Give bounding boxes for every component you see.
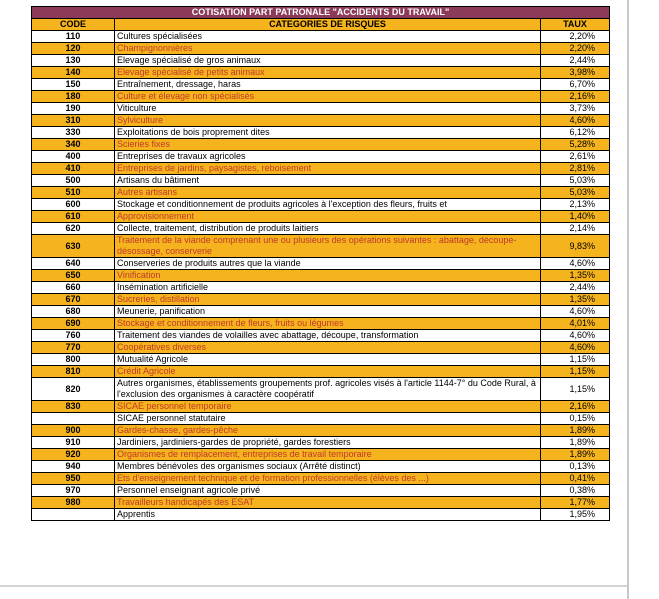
row-code: 190 — [32, 103, 115, 115]
row-rate: 1,95% — [541, 509, 610, 521]
row-code: 760 — [32, 330, 115, 342]
row-rate: 4,60% — [541, 115, 610, 127]
row-code: 920 — [32, 449, 115, 461]
row-category: SICAE personnel temporaire — [115, 401, 541, 413]
table-row — [32, 187, 610, 199]
header-rate: TAUX — [541, 19, 610, 31]
row-category: Traitement de la viande comprenant une ou plusieurs des opérations suivantes : abattage, découpe-désossage, conserverie — [115, 235, 541, 258]
table-row — [32, 461, 610, 473]
row-rate: 3,98% — [541, 67, 610, 79]
row-code: 820 — [32, 378, 115, 401]
row-category: Travailleurs handicapés des ESAT — [115, 497, 541, 509]
row-rate: 4,60% — [541, 306, 610, 318]
row-rate: 5,03% — [541, 187, 610, 199]
row-code: 180 — [32, 91, 115, 103]
row-category: Crédit Agricole — [115, 366, 541, 378]
row-category: Culture et élevage non spécialisés — [115, 91, 541, 103]
row-code: 510 — [32, 187, 115, 199]
row-code: 660 — [32, 282, 115, 294]
row-code: 950 — [32, 473, 115, 485]
table-row — [32, 91, 610, 103]
row-rate: 2,81% — [541, 163, 610, 175]
row-rate: 5,03% — [541, 175, 610, 187]
row-rate: 2,14% — [541, 223, 610, 235]
row-rate: 1,89% — [541, 449, 610, 461]
table-row — [32, 437, 610, 449]
row-rate: 2,44% — [541, 55, 610, 67]
row-category: Jardiniers, jardiniers-gardes de propriété, gardes forestiers — [115, 437, 541, 449]
row-category: Exploitations de bois proprement dites — [115, 127, 541, 139]
row-rate: 2,13% — [541, 199, 610, 211]
row-code: 900 — [32, 425, 115, 437]
row-category: Ets d'enseignement technique et de formation professionnelles (élèves des ...) — [115, 473, 541, 485]
row-category: Entreprises de jardins, paysagistes, reboisement — [115, 163, 541, 175]
table-row — [32, 127, 610, 139]
row-category: Elevage spécialisé de petits animaux — [115, 67, 541, 79]
page-edge-bottom — [0, 585, 627, 587]
row-rate: 2,16% — [541, 401, 610, 413]
row-category: Traitement des viandes de volailles avec abattage, découpe, transformation — [115, 330, 541, 342]
row-code — [32, 413, 115, 425]
table-row — [32, 67, 610, 79]
row-code: 800 — [32, 354, 115, 366]
row-category: Scieries fixes — [115, 139, 541, 151]
row-code: 640 — [32, 258, 115, 270]
row-rate: 6,70% — [541, 79, 610, 91]
table-row — [32, 378, 610, 401]
table-row — [32, 139, 610, 151]
row-code: 630 — [32, 235, 115, 258]
table-row — [32, 485, 610, 497]
table-row — [32, 425, 610, 437]
header-category: CATEGORIES DE RISQUES — [115, 19, 541, 31]
row-rate: 1,15% — [541, 378, 610, 401]
table-row — [32, 413, 610, 425]
row-rate: 3,73% — [541, 103, 610, 115]
row-rate: 1,40% — [541, 211, 610, 223]
row-category: Champignonnières — [115, 43, 541, 55]
cotisation-table — [31, 6, 610, 521]
table-header-row — [32, 19, 610, 31]
row-code: 120 — [32, 43, 115, 55]
table-row — [32, 115, 610, 127]
table-row — [32, 79, 610, 91]
table-row — [32, 223, 610, 235]
table-row — [32, 235, 610, 258]
row-code: 620 — [32, 223, 115, 235]
row-category: Gardes-chasse, gardes-pêche — [115, 425, 541, 437]
row-category: Organismes de remplacement, entreprises de travail temporaire — [115, 449, 541, 461]
row-category: Entraînement, dressage, haras — [115, 79, 541, 91]
table-row — [32, 318, 610, 330]
row-code: 980 — [32, 497, 115, 509]
row-rate: 0,13% — [541, 461, 610, 473]
row-code: 330 — [32, 127, 115, 139]
row-category: Cultures spécialisées — [115, 31, 541, 43]
table-row — [32, 449, 610, 461]
row-code: 970 — [32, 485, 115, 497]
table-row — [32, 509, 610, 521]
table-row — [32, 342, 610, 354]
table-title: COTISATION PART PATRONALE "ACCIDENTS DU TRAVAIL" — [32, 7, 610, 19]
row-rate: 2,20% — [541, 43, 610, 55]
table-row — [32, 211, 610, 223]
row-rate: 1,89% — [541, 437, 610, 449]
table-row — [32, 270, 610, 282]
row-category: Meunerie, panification — [115, 306, 541, 318]
table-row — [32, 175, 610, 187]
row-rate: 2,61% — [541, 151, 610, 163]
table-row — [32, 55, 610, 67]
row-code: 690 — [32, 318, 115, 330]
row-rate: 9,83% — [541, 235, 610, 258]
row-rate: 0,41% — [541, 473, 610, 485]
row-category: Entreprises de travaux agricoles — [115, 151, 541, 163]
row-code: 810 — [32, 366, 115, 378]
row-category: Mutualité Agricole — [115, 354, 541, 366]
table-row — [32, 163, 610, 175]
table-row — [32, 31, 610, 43]
header-code: CODE — [32, 19, 115, 31]
row-rate: 2,20% — [541, 31, 610, 43]
row-category: Sucreries, distillation — [115, 294, 541, 306]
row-code: 110 — [32, 31, 115, 43]
row-category: Autres organismes, établissements groupements prof. agricoles visés à l'article 1144-7° du Code Rural, à l'exclusion des organismes à caractère coopératif — [115, 378, 541, 401]
row-category: Artisans du bâtiment — [115, 175, 541, 187]
row-rate: 4,60% — [541, 258, 610, 270]
row-rate: 4,60% — [541, 330, 610, 342]
row-category: Stockage et conditionnement de fleurs, fruits ou légumes — [115, 318, 541, 330]
row-rate: 2,16% — [541, 91, 610, 103]
row-category: SICAE personnel statutaire — [115, 413, 541, 425]
row-category: Sylviculture — [115, 115, 541, 127]
table-row — [32, 294, 610, 306]
row-code: 600 — [32, 199, 115, 211]
row-category: Autres artisans — [115, 187, 541, 199]
table-row — [32, 258, 610, 270]
table-row — [32, 43, 610, 55]
row-rate: 5,28% — [541, 139, 610, 151]
row-category: Insémination artificielle — [115, 282, 541, 294]
row-code: 610 — [32, 211, 115, 223]
row-code: 500 — [32, 175, 115, 187]
table-row — [32, 366, 610, 378]
row-code: 400 — [32, 151, 115, 163]
row-code: 940 — [32, 461, 115, 473]
row-category: Vinification — [115, 270, 541, 282]
row-code: 670 — [32, 294, 115, 306]
row-rate: 2,44% — [541, 282, 610, 294]
row-category: Membres bénévoles des organismes sociaux (Arrêté distinct) — [115, 461, 541, 473]
row-category: Stockage et conditionnement de produits agricoles à l'exception des fleurs, fruits et — [115, 199, 541, 211]
table-row — [32, 151, 610, 163]
row-rate: 1,77% — [541, 497, 610, 509]
table-row — [32, 282, 610, 294]
row-code: 650 — [32, 270, 115, 282]
row-category: Coopératives diverses — [115, 342, 541, 354]
row-category: Collecte, traitement, distribution de produits laitiers — [115, 223, 541, 235]
table-row — [32, 354, 610, 366]
row-rate: 0,15% — [541, 413, 610, 425]
row-code: 130 — [32, 55, 115, 67]
row-code: 910 — [32, 437, 115, 449]
row-code: 830 — [32, 401, 115, 413]
row-code — [32, 509, 115, 521]
table-row — [32, 306, 610, 318]
row-category: Apprentis — [115, 509, 541, 521]
row-rate: 6,12% — [541, 127, 610, 139]
table-row — [32, 103, 610, 115]
row-code: 150 — [32, 79, 115, 91]
row-code: 680 — [32, 306, 115, 318]
row-rate: 1,89% — [541, 425, 610, 437]
table-row — [32, 401, 610, 413]
row-category: Conserveries de produits autres que la viande — [115, 258, 541, 270]
row-rate: 1,35% — [541, 270, 610, 282]
table-title-row — [32, 7, 610, 19]
table-row — [32, 330, 610, 342]
row-rate: 0,38% — [541, 485, 610, 497]
row-rate: 1,15% — [541, 354, 610, 366]
table-row — [32, 199, 610, 211]
row-code: 310 — [32, 115, 115, 127]
row-rate: 1,15% — [541, 366, 610, 378]
row-category: Elevage spécialisé de gros animaux — [115, 55, 541, 67]
row-code: 140 — [32, 67, 115, 79]
row-code: 770 — [32, 342, 115, 354]
row-rate: 4,60% — [541, 342, 610, 354]
page-edge-right — [627, 0, 629, 599]
table-row — [32, 497, 610, 509]
row-rate: 4,01% — [541, 318, 610, 330]
row-code: 410 — [32, 163, 115, 175]
row-rate: 1,35% — [541, 294, 610, 306]
table-row — [32, 473, 610, 485]
row-code: 340 — [32, 139, 115, 151]
row-category: Personnel enseignant agricole privé — [115, 485, 541, 497]
row-category: Approvisionnement — [115, 211, 541, 223]
row-category: Viticulture — [115, 103, 541, 115]
